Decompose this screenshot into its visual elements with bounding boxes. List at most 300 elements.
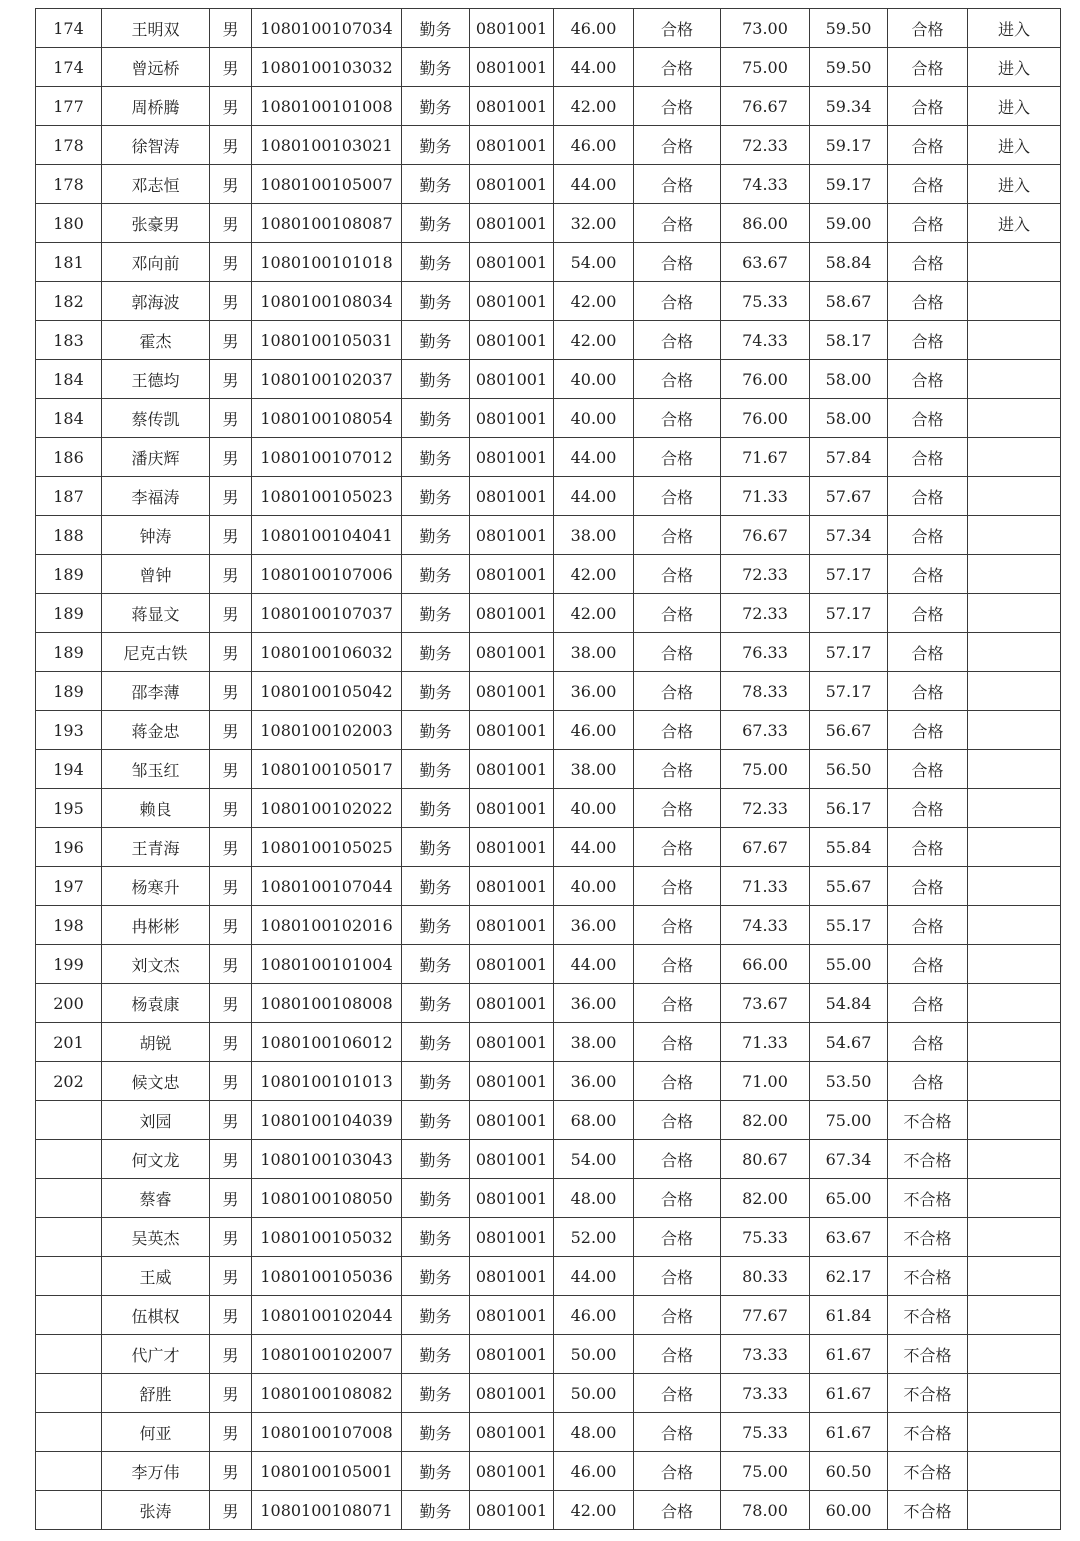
- cell-written-score: 38.00: [554, 633, 634, 672]
- cell-result: 合格: [888, 126, 968, 165]
- cell-written-score: 32.00: [554, 204, 634, 243]
- cell-status: [968, 828, 1061, 867]
- cell-position-code: 0801001: [470, 126, 554, 165]
- cell-gender: 男: [210, 165, 252, 204]
- cell-status: [968, 750, 1061, 789]
- cell-rank: 202: [36, 1062, 102, 1101]
- cell-rank: 198: [36, 906, 102, 945]
- cell-result: 不合格: [888, 1257, 968, 1296]
- cell-position-code: 0801001: [470, 1257, 554, 1296]
- cell-rank: [36, 1413, 102, 1452]
- cell-result: 合格: [888, 48, 968, 87]
- cell-name: 王威: [102, 1257, 210, 1296]
- cell-rank: 184: [36, 399, 102, 438]
- cell-interview-score: 75.33: [721, 1413, 810, 1452]
- cell-name: 张涛: [102, 1491, 210, 1530]
- cell-gender: 男: [210, 906, 252, 945]
- cell-status: [968, 555, 1061, 594]
- cell-name: 曾远桥: [102, 48, 210, 87]
- table-row: [36, 516, 1061, 555]
- cell-rank: 189: [36, 672, 102, 711]
- cell-exam-id: 1080100105042: [252, 672, 402, 711]
- cell-position: 勤务: [402, 9, 470, 48]
- cell-result: 合格: [888, 555, 968, 594]
- cell-exam-id: 1080100108054: [252, 399, 402, 438]
- cell-status: [968, 243, 1061, 282]
- cell-exam-id: 1080100108082: [252, 1374, 402, 1413]
- cell-exam-id: 1080100107037: [252, 594, 402, 633]
- cell-written-score: 54.00: [554, 243, 634, 282]
- cell-position: 勤务: [402, 1413, 470, 1452]
- cell-written-score: 36.00: [554, 672, 634, 711]
- cell-name: 杨袁康: [102, 984, 210, 1023]
- cell-status: 进入: [968, 165, 1061, 204]
- cell-gender: 男: [210, 945, 252, 984]
- table-row: [36, 1218, 1061, 1257]
- cell-gender: 男: [210, 1335, 252, 1374]
- cell-status: 进入: [968, 9, 1061, 48]
- cell-exam-id: 1080100105025: [252, 828, 402, 867]
- cell-result: 不合格: [888, 1491, 968, 1530]
- cell-rank: 201: [36, 1023, 102, 1062]
- cell-rank: [36, 1101, 102, 1140]
- cell-exam-id: 1080100105001: [252, 1452, 402, 1491]
- cell-name: 杨寒升: [102, 867, 210, 906]
- cell-status: 进入: [968, 126, 1061, 165]
- results-table: [35, 8, 1061, 1530]
- cell-result: 合格: [888, 87, 968, 126]
- table-row: [36, 1296, 1061, 1335]
- table-row: [36, 48, 1061, 87]
- cell-physical-result: 合格: [634, 1101, 721, 1140]
- cell-position-code: 0801001: [470, 243, 554, 282]
- cell-total-score: 56.50: [810, 750, 888, 789]
- cell-interview-score: 75.00: [721, 48, 810, 87]
- cell-total-score: 54.84: [810, 984, 888, 1023]
- cell-total-score: 67.34: [810, 1140, 888, 1179]
- cell-written-score: 44.00: [554, 438, 634, 477]
- table-row: [36, 321, 1061, 360]
- cell-status: [968, 1218, 1061, 1257]
- cell-name: 邓志恒: [102, 165, 210, 204]
- cell-exam-id: 1080100107044: [252, 867, 402, 906]
- cell-physical-result: 合格: [634, 321, 721, 360]
- cell-position-code: 0801001: [470, 1101, 554, 1140]
- cell-physical-result: 合格: [634, 243, 721, 282]
- cell-position: 勤务: [402, 789, 470, 828]
- cell-total-score: 60.50: [810, 1452, 888, 1491]
- cell-result: 合格: [888, 477, 968, 516]
- cell-physical-result: 合格: [634, 672, 721, 711]
- cell-status: [968, 1257, 1061, 1296]
- cell-physical-result: 合格: [634, 906, 721, 945]
- cell-position-code: 0801001: [470, 1491, 554, 1530]
- cell-status: [968, 711, 1061, 750]
- cell-position: 勤务: [402, 126, 470, 165]
- cell-interview-score: 75.00: [721, 750, 810, 789]
- table-row: [36, 1179, 1061, 1218]
- cell-written-score: 40.00: [554, 789, 634, 828]
- cell-name: 刘文杰: [102, 945, 210, 984]
- cell-name: 何文龙: [102, 1140, 210, 1179]
- cell-status: [968, 516, 1061, 555]
- cell-physical-result: 合格: [634, 1413, 721, 1452]
- table-row: [36, 672, 1061, 711]
- cell-exam-id: 1080100102037: [252, 360, 402, 399]
- cell-name: 代广才: [102, 1335, 210, 1374]
- cell-position: 勤务: [402, 1101, 470, 1140]
- cell-result: 合格: [888, 438, 968, 477]
- cell-name: 李万伟: [102, 1452, 210, 1491]
- cell-gender: 男: [210, 1491, 252, 1530]
- cell-interview-score: 73.33: [721, 1374, 810, 1413]
- cell-status: [968, 984, 1061, 1023]
- cell-rank: [36, 1257, 102, 1296]
- cell-position: 勤务: [402, 1335, 470, 1374]
- cell-position: 勤务: [402, 1374, 470, 1413]
- cell-total-score: 59.34: [810, 87, 888, 126]
- cell-written-score: 42.00: [554, 1491, 634, 1530]
- cell-position: 勤务: [402, 594, 470, 633]
- cell-position-code: 0801001: [470, 438, 554, 477]
- cell-physical-result: 合格: [634, 984, 721, 1023]
- table-row: [36, 984, 1061, 1023]
- cell-exam-id: 1080100108071: [252, 1491, 402, 1530]
- cell-exam-id: 1080100105032: [252, 1218, 402, 1257]
- cell-position-code: 0801001: [470, 9, 554, 48]
- cell-position-code: 0801001: [470, 48, 554, 87]
- cell-gender: 男: [210, 48, 252, 87]
- cell-physical-result: 合格: [634, 1023, 721, 1062]
- cell-name: 舒胜: [102, 1374, 210, 1413]
- cell-position-code: 0801001: [470, 1296, 554, 1335]
- cell-position-code: 0801001: [470, 1179, 554, 1218]
- cell-name: 刘园: [102, 1101, 210, 1140]
- cell-result: 合格: [888, 906, 968, 945]
- cell-exam-id: 1080100101013: [252, 1062, 402, 1101]
- cell-position-code: 0801001: [470, 399, 554, 438]
- cell-interview-score: 72.33: [721, 126, 810, 165]
- cell-gender: 男: [210, 243, 252, 282]
- cell-exam-id: 1080100108034: [252, 282, 402, 321]
- cell-interview-score: 76.33: [721, 633, 810, 672]
- cell-position-code: 0801001: [470, 906, 554, 945]
- cell-position-code: 0801001: [470, 1062, 554, 1101]
- cell-written-score: 38.00: [554, 1023, 634, 1062]
- cell-total-score: 58.67: [810, 282, 888, 321]
- cell-total-score: 56.67: [810, 711, 888, 750]
- cell-position-code: 0801001: [470, 165, 554, 204]
- cell-interview-score: 78.00: [721, 1491, 810, 1530]
- cell-total-score: 54.67: [810, 1023, 888, 1062]
- cell-interview-score: 74.33: [721, 906, 810, 945]
- cell-written-score: 40.00: [554, 360, 634, 399]
- cell-result: 合格: [888, 9, 968, 48]
- cell-gender: 男: [210, 126, 252, 165]
- cell-position-code: 0801001: [470, 1452, 554, 1491]
- cell-rank: 189: [36, 555, 102, 594]
- cell-interview-score: 71.33: [721, 477, 810, 516]
- cell-status: [968, 945, 1061, 984]
- cell-exam-id: 1080100101018: [252, 243, 402, 282]
- cell-total-score: 63.67: [810, 1218, 888, 1257]
- cell-name: 潘庆辉: [102, 438, 210, 477]
- cell-position-code: 0801001: [470, 1335, 554, 1374]
- cell-exam-id: 1080100105007: [252, 165, 402, 204]
- cell-exam-id: 1080100102003: [252, 711, 402, 750]
- cell-interview-score: 63.67: [721, 243, 810, 282]
- cell-gender: 男: [210, 1257, 252, 1296]
- cell-result: 合格: [888, 594, 968, 633]
- cell-name: 何亚: [102, 1413, 210, 1452]
- cell-interview-score: 78.33: [721, 672, 810, 711]
- cell-gender: 男: [210, 1218, 252, 1257]
- cell-physical-result: 合格: [634, 1374, 721, 1413]
- cell-position-code: 0801001: [470, 1140, 554, 1179]
- table-row: [36, 243, 1061, 282]
- cell-position: 勤务: [402, 1452, 470, 1491]
- cell-interview-score: 67.67: [721, 828, 810, 867]
- cell-total-score: 61.67: [810, 1413, 888, 1452]
- table-row: [36, 477, 1061, 516]
- cell-position: 勤务: [402, 711, 470, 750]
- cell-position: 勤务: [402, 282, 470, 321]
- cell-total-score: 57.67: [810, 477, 888, 516]
- cell-rank: 200: [36, 984, 102, 1023]
- cell-status: [968, 1491, 1061, 1530]
- cell-name: 伍棋权: [102, 1296, 210, 1335]
- cell-physical-result: 合格: [634, 516, 721, 555]
- cell-total-score: 59.50: [810, 48, 888, 87]
- cell-rank: [36, 1452, 102, 1491]
- cell-result: 合格: [888, 1023, 968, 1062]
- cell-status: [968, 594, 1061, 633]
- cell-result: 合格: [888, 204, 968, 243]
- cell-interview-score: 76.00: [721, 399, 810, 438]
- cell-gender: 男: [210, 828, 252, 867]
- cell-position: 勤务: [402, 243, 470, 282]
- cell-status: [968, 360, 1061, 399]
- cell-written-score: 44.00: [554, 1257, 634, 1296]
- cell-status: [968, 1101, 1061, 1140]
- cell-position: 勤务: [402, 48, 470, 87]
- table-row: [36, 555, 1061, 594]
- cell-result: 合格: [888, 633, 968, 672]
- table-row: [36, 399, 1061, 438]
- cell-written-score: 44.00: [554, 48, 634, 87]
- cell-interview-score: 75.33: [721, 282, 810, 321]
- cell-position: 勤务: [402, 945, 470, 984]
- cell-physical-result: 合格: [634, 126, 721, 165]
- table-row: [36, 1023, 1061, 1062]
- cell-name: 蒋金忠: [102, 711, 210, 750]
- cell-position-code: 0801001: [470, 87, 554, 126]
- cell-gender: 男: [210, 711, 252, 750]
- cell-written-score: 42.00: [554, 282, 634, 321]
- cell-gender: 男: [210, 750, 252, 789]
- cell-rank: 187: [36, 477, 102, 516]
- cell-interview-score: 80.67: [721, 1140, 810, 1179]
- table-row: [36, 906, 1061, 945]
- cell-interview-score: 82.00: [721, 1101, 810, 1140]
- cell-exam-id: 1080100102044: [252, 1296, 402, 1335]
- cell-total-score: 55.00: [810, 945, 888, 984]
- cell-gender: 男: [210, 1452, 252, 1491]
- cell-name: 邹玉红: [102, 750, 210, 789]
- cell-rank: 184: [36, 360, 102, 399]
- cell-status: 进入: [968, 48, 1061, 87]
- cell-exam-id: 1080100106012: [252, 1023, 402, 1062]
- cell-interview-score: 82.00: [721, 1179, 810, 1218]
- table-row: [36, 594, 1061, 633]
- cell-exam-id: 1080100108087: [252, 204, 402, 243]
- cell-exam-id: 1080100101004: [252, 945, 402, 984]
- cell-result: 不合格: [888, 1218, 968, 1257]
- cell-written-score: 36.00: [554, 906, 634, 945]
- cell-physical-result: 合格: [634, 1452, 721, 1491]
- cell-position-code: 0801001: [470, 477, 554, 516]
- cell-status: [968, 906, 1061, 945]
- cell-written-score: 44.00: [554, 828, 634, 867]
- cell-position: 勤务: [402, 906, 470, 945]
- cell-rank: 177: [36, 87, 102, 126]
- table-row: [36, 126, 1061, 165]
- cell-position-code: 0801001: [470, 672, 554, 711]
- cell-written-score: 38.00: [554, 516, 634, 555]
- cell-gender: 男: [210, 360, 252, 399]
- cell-position: 勤务: [402, 672, 470, 711]
- cell-total-score: 62.17: [810, 1257, 888, 1296]
- table-row: [36, 204, 1061, 243]
- cell-written-score: 46.00: [554, 1452, 634, 1491]
- table-row: [36, 1374, 1061, 1413]
- table-row: [36, 1491, 1061, 1530]
- cell-written-score: 42.00: [554, 87, 634, 126]
- cell-position: 勤务: [402, 1140, 470, 1179]
- cell-position: 勤务: [402, 360, 470, 399]
- cell-gender: 男: [210, 87, 252, 126]
- cell-gender: 男: [210, 789, 252, 828]
- cell-gender: 男: [210, 438, 252, 477]
- cell-status: [968, 477, 1061, 516]
- table-row: [36, 1062, 1061, 1101]
- cell-result: 合格: [888, 828, 968, 867]
- cell-rank: [36, 1374, 102, 1413]
- cell-rank: 178: [36, 165, 102, 204]
- cell-exam-id: 1080100107034: [252, 9, 402, 48]
- cell-exam-id: 1080100105031: [252, 321, 402, 360]
- cell-gender: 男: [210, 9, 252, 48]
- cell-total-score: 57.17: [810, 672, 888, 711]
- cell-position: 勤务: [402, 516, 470, 555]
- cell-position-code: 0801001: [470, 1413, 554, 1452]
- cell-status: [968, 1062, 1061, 1101]
- cell-name: 邵李薄: [102, 672, 210, 711]
- cell-name: 冉彬彬: [102, 906, 210, 945]
- cell-written-score: 68.00: [554, 1101, 634, 1140]
- cell-total-score: 57.17: [810, 594, 888, 633]
- cell-total-score: 57.17: [810, 633, 888, 672]
- cell-exam-id: 1080100107008: [252, 1413, 402, 1452]
- cell-physical-result: 合格: [634, 282, 721, 321]
- table-row: [36, 867, 1061, 906]
- cell-name: 蔡睿: [102, 1179, 210, 1218]
- cell-interview-score: 66.00: [721, 945, 810, 984]
- cell-result: 合格: [888, 1062, 968, 1101]
- cell-position: 勤务: [402, 1023, 470, 1062]
- cell-rank: 193: [36, 711, 102, 750]
- cell-rank: 195: [36, 789, 102, 828]
- cell-interview-score: 86.00: [721, 204, 810, 243]
- cell-gender: 男: [210, 321, 252, 360]
- cell-physical-result: 合格: [634, 1296, 721, 1335]
- cell-result: 合格: [888, 945, 968, 984]
- cell-position: 勤务: [402, 555, 470, 594]
- cell-physical-result: 合格: [634, 867, 721, 906]
- table-row: [36, 1101, 1061, 1140]
- cell-gender: 男: [210, 1140, 252, 1179]
- cell-total-score: 58.00: [810, 399, 888, 438]
- cell-interview-score: 75.00: [721, 1452, 810, 1491]
- cell-physical-result: 合格: [634, 1062, 721, 1101]
- cell-interview-score: 72.33: [721, 789, 810, 828]
- cell-interview-score: 73.67: [721, 984, 810, 1023]
- cell-gender: 男: [210, 1413, 252, 1452]
- cell-interview-score: 71.33: [721, 867, 810, 906]
- cell-gender: 男: [210, 1023, 252, 1062]
- cell-exam-id: 1080100102007: [252, 1335, 402, 1374]
- table-row: [36, 282, 1061, 321]
- cell-exam-id: 1080100102022: [252, 789, 402, 828]
- cell-position: 勤务: [402, 633, 470, 672]
- cell-position: 勤务: [402, 1179, 470, 1218]
- table-row: [36, 438, 1061, 477]
- cell-exam-id: 1080100101008: [252, 87, 402, 126]
- cell-exam-id: 1080100108050: [252, 1179, 402, 1218]
- cell-total-score: 59.50: [810, 9, 888, 48]
- cell-rank: 199: [36, 945, 102, 984]
- cell-rank: 197: [36, 867, 102, 906]
- cell-exam-id: 1080100107012: [252, 438, 402, 477]
- cell-position-code: 0801001: [470, 204, 554, 243]
- cell-position: 勤务: [402, 867, 470, 906]
- cell-interview-score: 77.67: [721, 1296, 810, 1335]
- cell-name: 候文忠: [102, 1062, 210, 1101]
- cell-rank: [36, 1335, 102, 1374]
- cell-status: [968, 321, 1061, 360]
- cell-name: 张豪男: [102, 204, 210, 243]
- cell-status: [968, 1374, 1061, 1413]
- cell-name: 蔡传凯: [102, 399, 210, 438]
- cell-physical-result: 合格: [634, 477, 721, 516]
- cell-name: 王青海: [102, 828, 210, 867]
- cell-result: 不合格: [888, 1452, 968, 1491]
- cell-gender: 男: [210, 672, 252, 711]
- cell-position-code: 0801001: [470, 984, 554, 1023]
- cell-interview-score: 71.33: [721, 1023, 810, 1062]
- cell-rank: 189: [36, 633, 102, 672]
- cell-position-code: 0801001: [470, 711, 554, 750]
- cell-physical-result: 合格: [634, 204, 721, 243]
- cell-result: 不合格: [888, 1101, 968, 1140]
- cell-written-score: 46.00: [554, 1296, 634, 1335]
- cell-result: 不合格: [888, 1374, 968, 1413]
- cell-name: 王德均: [102, 360, 210, 399]
- table-row: [36, 789, 1061, 828]
- cell-result: 合格: [888, 789, 968, 828]
- cell-exam-id: 1080100105023: [252, 477, 402, 516]
- cell-rank: [36, 1218, 102, 1257]
